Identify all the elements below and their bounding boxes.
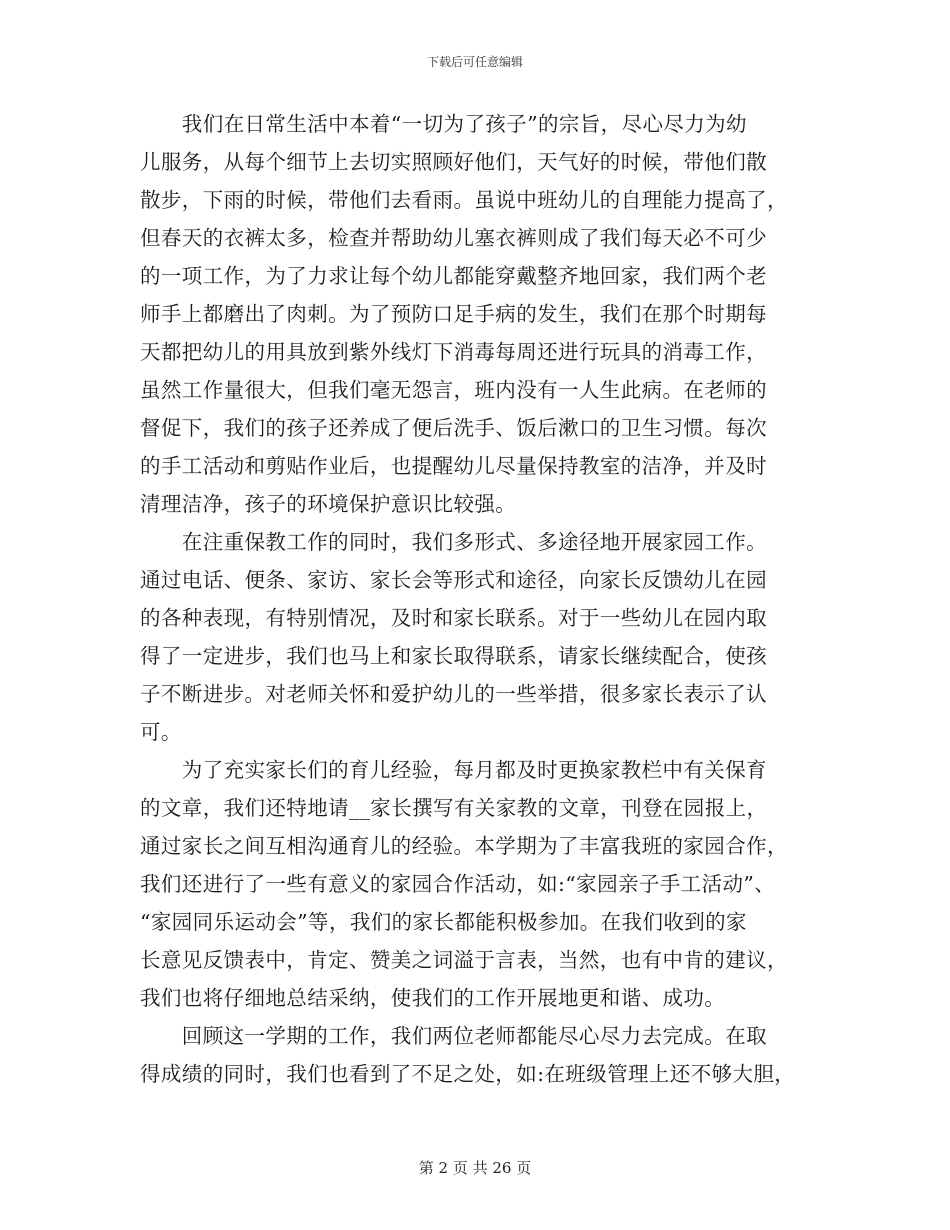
text-line: 但春天的衣裤太多，检查并帮助幼儿塞衣裤则成了我们每天必不可少 [140, 226, 767, 250]
text-line: 回顾这一学期的工作，我们两位老师都能尽心尽力去完成。在取 [140, 1024, 767, 1048]
text-line: 天都把幼儿的用具放到紫外线灯下消毒每周还进行玩具的消毒工作， [140, 340, 767, 364]
page-number: 第 2 页 共 26 页 [418, 1159, 532, 1177]
text-line: 通过电话、便条、家访、家长会等形式和途径，向家长反馈幼儿在园 [140, 568, 767, 592]
text-line: 清理洁净，孩子的环境保护意识比较强。 [140, 492, 517, 516]
text-line: 的手工活动和剪贴作业后，也提醒幼儿尽量保持教室的洁净，并及时 [140, 454, 767, 478]
text-line: 得成绩的同时，我们也看到了不足之处，如:在班级管理上还不够大胆， [140, 1062, 796, 1086]
text-line: 我们在日常生活中本着“一切为了孩子”的宗旨，尽心尽力为幼 [140, 112, 747, 136]
text-line: 师手上都磨出了肉刺。为了预防口足手病的发生，我们在那个时期每 [140, 302, 767, 326]
text-line: 散步，下雨的时候，带他们去看雨。虽说中班幼儿的自理能力提高了， [140, 188, 788, 212]
text-line: 在注重保教工作的同时，我们多形式、多途径地开展家园工作。 [140, 530, 767, 554]
page-header-note: 下载后可任意编辑 [426, 55, 523, 69]
text-line: 可。 [140, 720, 182, 744]
text-line: 的文章，我们还特地请__家长撰写有关家教的文章，刊登在园报上， [140, 796, 768, 820]
text-line: 虽然工作量很大，但我们毫无怨言，班内没有一人生此病。在老师的 [140, 378, 767, 402]
text-line: “家园同乐运动会”等，我们的家长都能积极参加。在我们收到的家 [140, 910, 747, 934]
text-line: 子不断进步。对老师关怀和爱护幼儿的一些举措，很多家长表示了认 [140, 682, 767, 706]
text-line: 通过家长之间互相沟通育儿的经验。本学期为了丰富我班的家园合作， [140, 834, 788, 858]
text-line: 我们也将仔细地总结采纳，使我们的工作开展地更和谐、成功。 [140, 986, 726, 1010]
text-line: 得了一定进步，我们也马上和家长取得联系，请家长继续配合，使孩 [140, 644, 767, 668]
text-line: 我们还进行了一些有意义的家园合作活动，如:“家园亲子手工活动”、 [140, 872, 776, 896]
text-line: 长意见反馈表中，肯定、赞美之词溢于言表，当然，也有中肯的建议， [140, 948, 788, 972]
text-line: 的各种表现，有特别情况，及时和家长联系。对于一些幼儿在园内取 [140, 606, 767, 630]
text-line: 的一项工作，为了力求让每个幼儿都能穿戴整齐地回家，我们两个老 [140, 264, 767, 288]
text-line: 督促下，我们的孩子还养成了便后洗手、饭后漱口的卫生习惯。每次 [140, 416, 767, 440]
text-line: 儿服务，从每个细节上去切实照顾好他们，天气好的时候，带他们散 [140, 150, 767, 174]
text-line: 为了充实家长们的育儿经验，每月都及时更换家教栏中有关保育 [140, 758, 767, 782]
